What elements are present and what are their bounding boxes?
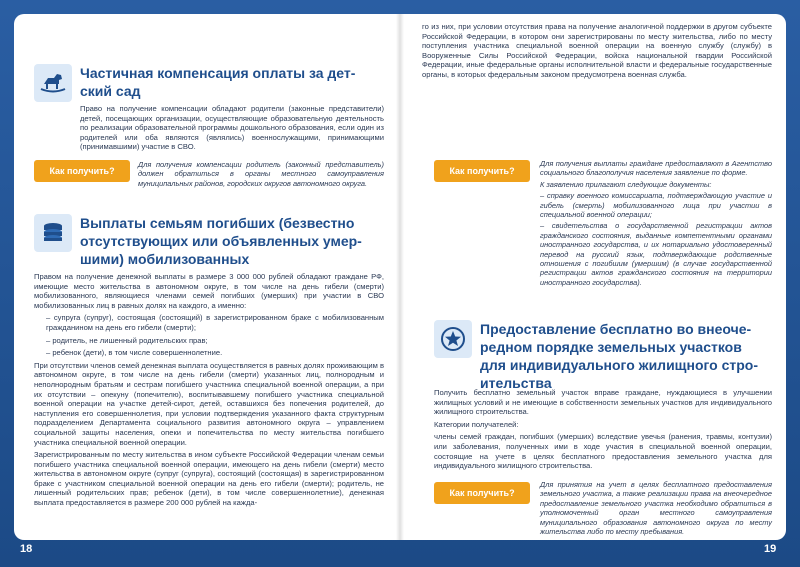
coins-icon xyxy=(34,214,72,252)
paragraph: При отсутствии членов семей денежная выплата осуществляется в равных долях проживающим в автономном округе, в том числе на день гибели (смерти) указанных лиц, полнородным и неполнородным братьям и сестрам погибшего участника специальной военной операции, а при их отсутствии – опекуну (попечителю), воспитывавшему погибшего участника специальной военной операции на участке детей-сирот, детей, оставшихся без попечения родителей, до наступления его совершеннолетия, при условии подтверждения указанного факта структурным подразделением Департамента социального развития автономного округа – управлением социальной защиты населения, опеки и попечительства по месту жительства погибшего участника специальной военной операции. xyxy=(34,360,384,447)
list-item: – ребенок (дети), в том числе совершеннолетние. xyxy=(46,348,223,358)
list-item: – родитель, не лишенный родительских прав; xyxy=(46,335,208,345)
paragraph: – свидетельства о государственной регистрации актов гражданского состояния, выданные компетентными органами иностранного государства, и их нотариально удостоверенный перевод на русский язык, подтверждающие родственные отношения с погибшим (умершим) (в случае государственной регистрации актов гражданского состояния на территории иностранного государства). xyxy=(540,221,772,287)
list-item: – супруга (супруг), состоящая (состоящий) в зарегистрированном браке с мобилизованным гражданином на день его гибели (смерти); xyxy=(46,313,384,332)
section-land-body xyxy=(434,388,772,474)
paragraph: Для получения компенсации родитель (законный представитель) должен обратиться в органы местного самоуправления муниципальных районов, городских округов автономного округа. xyxy=(138,160,384,188)
page-fold xyxy=(396,14,404,540)
section-payments-heading xyxy=(34,214,362,268)
section-kindergarten-heading xyxy=(34,64,355,102)
paragraph: Для получения выплаты граждане предоставляют в Агентство социального благополучия населения заявление по форме. xyxy=(540,159,772,178)
paragraph: К заявлению прилагают следующие документы: xyxy=(540,179,712,189)
title-line: для индивидуального жилищного стро- xyxy=(480,357,758,373)
title-line: ский сад xyxy=(80,83,141,99)
title-line: Выплаты семьям погибших (безвестно xyxy=(80,215,355,231)
paragraph: Зарегистрированным по месту жительства в ином субъекте Российской Федерации членам семьи погибшего участника специальной военной операции, имеющего на день гибели (смерти) место жительства в автономном округе (супруг (супруга), состоящий (состоящая) в зарегистрированном браке с участником специальной военной операции на день его гибели (смерти); родитель, не лишенный родительских прав; ребенок (дети), в том числе совершеннолетние), денежная выплата предоставляется в размере 200 000 рублей на кажда- xyxy=(34,450,384,508)
title-line: ительства xyxy=(480,375,552,391)
section-payments-title xyxy=(80,214,362,268)
star-badge-icon xyxy=(434,320,472,358)
title-line: Частичная компенсация оплаты за дет- xyxy=(80,65,356,81)
rocking-horse-icon xyxy=(34,64,72,102)
title-line: шими) мобилизованных xyxy=(80,251,250,267)
left-page xyxy=(14,14,400,540)
how-to-get-button[interactable]: Как получить? xyxy=(434,482,530,504)
section-land-how xyxy=(540,480,772,538)
title-line: Предоставление бесплатно во внеоче- xyxy=(480,321,752,337)
section-payments-continued xyxy=(422,22,772,83)
paragraph: члены семей граждан, погибших (умерших) вследствие увечья (ранения, травмы, контузии) или заболевания, полученных ими в ходе участия в специальной военной операции, состоящие на учете в целях бесплатного предоставления земельного участка для индивидуального жилищного строительства. xyxy=(434,432,772,471)
section-kindergarten-title xyxy=(80,64,355,100)
paragraph: Право на получение компенсации обладают родители (законные представители) детей, посещающих организации, осуществляющие образовательную деятельность по реализации образовательной программы дошкольного образования, если один из родителей или оба являются (являлись) военнослужащими, принимающими (принимавшими) участие в СВО. xyxy=(80,104,384,152)
paragraph: го из них, при условии отсутствия права на получение аналогичной поддержки в другом субъекте Российской Федерации, в котором они зарегистрированы по месту жительства, либо по месту поступления участника специальной военной операции на военную службу (службу) в Вооруженные Силы Российской Федерации, войска национальной гвардии Российской Федерации, иные федеральные органы исполнительной власти и федеральные государственные органы, в которых федеральным законом предусмотрена военная служба. xyxy=(422,22,772,79)
paragraph: Получить бесплатно земельный участок вправе граждане, нуждающиеся в улучшении жилищных условий и не имеющие в собственности земельных участков для индивидуального жилищного строительства. xyxy=(434,388,772,417)
section-land-title xyxy=(480,320,758,392)
how-to-get-button[interactable]: Как получить? xyxy=(434,160,530,182)
right-page xyxy=(400,14,786,540)
how-to-get-button[interactable]: Как получить? xyxy=(34,160,130,182)
section-kindergarten-body xyxy=(80,104,384,155)
section-kindergarten-how xyxy=(138,160,384,190)
section-land-heading xyxy=(434,320,758,392)
page-number-left: 18 xyxy=(20,543,33,555)
title-line: редном порядке земельных участков xyxy=(480,339,742,355)
section-payments-body xyxy=(34,272,384,511)
page-number-right: 19 xyxy=(764,543,777,555)
paragraph: Для принятия на учет в целях бесплатного предоставления земельного участка, а также реализации права на внеочередное предоставление земельного участка необходимо обратиться в уполномоченный орган местного самоуправления муниципального образования автономного округа по месту жительства либо по месту пребывания. xyxy=(540,480,772,537)
paragraph: Категории получателей: xyxy=(434,419,519,429)
paragraph: Правом на получение денежной выплаты в размере 3 000 000 рублей обладают граждане РФ, имеющие место жительства в автономном округе, в том числе на день гибели (смерти) мобилизованного, являющиеся членами семей погибших (умерших) при участии в СВО мобилизованных лиц в равных долях на каждого, а именно: xyxy=(34,272,384,310)
paragraph: – справку военного комиссариата, подтверждающую участие и гибель (смерть) мобилизованного лица при участии в специальной военной операции; xyxy=(540,191,772,220)
section-payments-how xyxy=(540,159,772,289)
title-line: отсутствующих или объявленных умер- xyxy=(80,233,362,249)
